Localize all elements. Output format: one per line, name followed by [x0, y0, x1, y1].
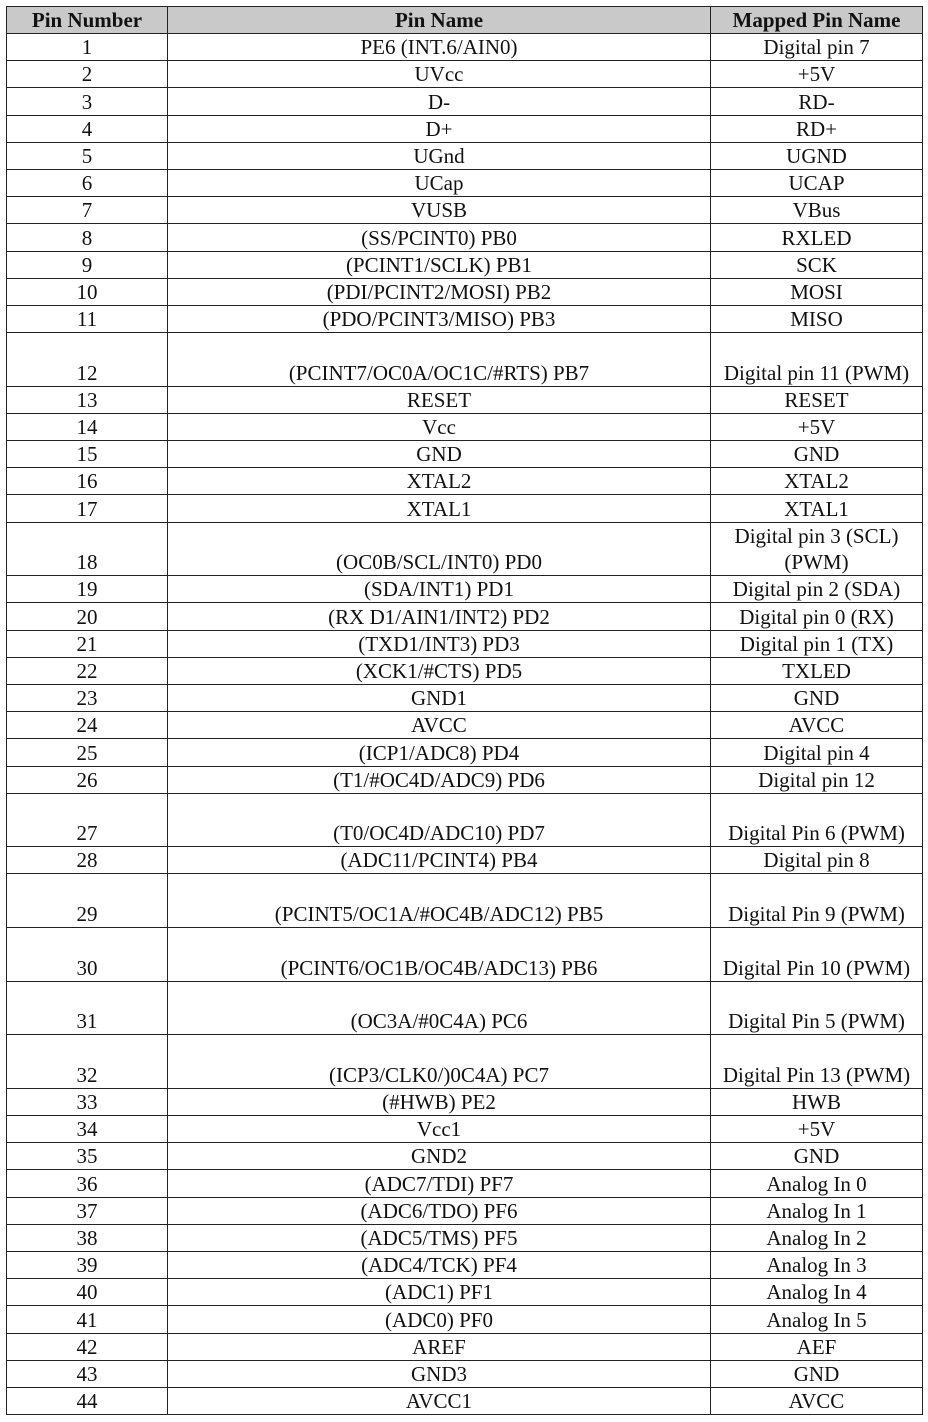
pin-name-cell: VUSB [168, 197, 711, 224]
pin-number-cell: 26 [7, 766, 168, 793]
pin-number-cell: 28 [7, 847, 168, 874]
pin-name-cell: GND [168, 441, 711, 468]
table-row [7, 386, 923, 413]
pin-name-cell: (T1/#OC4D/ADC9) PD6 [168, 766, 711, 793]
pin-number-cell: 12 [7, 333, 168, 387]
pin-number-cell: 31 [7, 981, 168, 1035]
mapped-pin-name-cell: Analog In 1 [711, 1197, 923, 1224]
table-row [7, 468, 923, 495]
mapped-pin-name-cell: MISO [711, 305, 923, 332]
mapped-pin-name-cell: Digital pin 3 (SCL)(PWM) [711, 522, 923, 576]
table-row [7, 413, 923, 440]
table-row [7, 847, 923, 874]
pin-number-cell: 43 [7, 1360, 168, 1387]
table-row [7, 305, 923, 332]
pin-name-cell: (PCINT5/OC1A/#OC4B/ADC12) PB5 [168, 874, 711, 928]
pin-name-cell: UVcc [168, 61, 711, 88]
table-row [7, 1306, 923, 1333]
pin-number-cell: 37 [7, 1197, 168, 1224]
pin-number-cell: 6 [7, 169, 168, 196]
table-row [7, 142, 923, 169]
pin-name-cell: (OC0B/SCL/INT0) PD0 [168, 522, 711, 576]
pin-number-cell: 21 [7, 630, 168, 657]
mapped-pin-name-cell: SCK [711, 251, 923, 278]
pin-name-cell: Vcc [168, 413, 711, 440]
mapped-pin-name-cell: AVCC [711, 1387, 923, 1414]
pin-name-cell: (PDO/PCINT3/MISO) PB3 [168, 305, 711, 332]
table-row [7, 1251, 923, 1278]
mapped-pin-name-cell: Digital pin 2 (SDA) [711, 576, 923, 603]
pin-number-cell: 25 [7, 739, 168, 766]
pin-number-cell: 22 [7, 657, 168, 684]
mapped-pin-name-cell: +5V [711, 413, 923, 440]
pin-number-cell: 5 [7, 142, 168, 169]
mapped-pin-name-cell: Digital Pin 10 (PWM) [711, 928, 923, 982]
table-row [7, 224, 923, 251]
pin-name-cell: (ADC5/TMS) PF5 [168, 1224, 711, 1251]
pin-number-cell: 20 [7, 603, 168, 630]
table-row [7, 1035, 923, 1089]
pin-name-cell: (ADC4/TCK) PF4 [168, 1251, 711, 1278]
header-row [7, 7, 923, 34]
table-row [7, 333, 923, 387]
pin-name-cell: (PDI/PCINT2/MOSI) PB2 [168, 278, 711, 305]
pin-name-cell: PE6 (INT.6/AIN0) [168, 34, 711, 61]
mapped-pin-name-cell: Digital pin 12 [711, 766, 923, 793]
mapped-pin-name-cell: Digital pin 7 [711, 34, 923, 61]
mapped-pin-name-cell: XTAL2 [711, 468, 923, 495]
pin-number-cell: 35 [7, 1143, 168, 1170]
pin-number-cell: 18 [7, 522, 168, 576]
pin-name-cell: GND2 [168, 1143, 711, 1170]
pin-name-cell: (SDA/INT1) PD1 [168, 576, 711, 603]
table-row [7, 522, 923, 576]
mapped-pin-name-cell: +5V [711, 61, 923, 88]
table-row [7, 278, 923, 305]
table-row [7, 603, 923, 630]
pin-name-cell: (PCINT6/OC1B/OC4B/ADC13) PB6 [168, 928, 711, 982]
pin-name-cell: (SS/PCINT0) PB0 [168, 224, 711, 251]
pin-number-cell: 16 [7, 468, 168, 495]
pin-name-cell: AREF [168, 1333, 711, 1360]
pin-name-cell: UCap [168, 169, 711, 196]
pin-number-cell: 23 [7, 684, 168, 711]
table-row [7, 576, 923, 603]
pin-name-cell: (TXD1/INT3) PD3 [168, 630, 711, 657]
mapped-pin-name-cell: XTAL1 [711, 495, 923, 522]
pin-name-cell: (ICP1/ADC8) PD4 [168, 739, 711, 766]
pin-number-cell: 40 [7, 1279, 168, 1306]
pin-number-cell: 14 [7, 413, 168, 440]
mapped-pin-name-cell: RD- [711, 88, 923, 115]
pin-name-cell: UGnd [168, 142, 711, 169]
mapped-pin-name-cell: Digital pin 11 (PWM) [711, 333, 923, 387]
table-header [7, 7, 923, 34]
table-row [7, 1360, 923, 1387]
pin-name-cell: (ADC0) PF0 [168, 1306, 711, 1333]
pin-name-cell: RESET [168, 386, 711, 413]
header-mapped-pin-name: Mapped Pin Name [711, 7, 923, 34]
mapped-pin-name-cell: RESET [711, 386, 923, 413]
pin-name-cell: GND1 [168, 684, 711, 711]
mapped-pin-name-cell: Analog In 4 [711, 1279, 923, 1306]
table-row [7, 766, 923, 793]
mapped-pin-name-cell: Digital pin 8 [711, 847, 923, 874]
mapped-pin-name-cell: GND [711, 684, 923, 711]
pin-number-cell: 8 [7, 224, 168, 251]
pin-name-cell: (ADC1) PF1 [168, 1279, 711, 1306]
table-row [7, 1224, 923, 1251]
pin-number-cell: 42 [7, 1333, 168, 1360]
mapped-pin-name-cell: UGND [711, 142, 923, 169]
table-row [7, 1333, 923, 1360]
pin-number-cell: 29 [7, 874, 168, 928]
table-row [7, 115, 923, 142]
pin-number-cell: 4 [7, 115, 168, 142]
table-row [7, 1116, 923, 1143]
table-row [7, 1387, 923, 1414]
pin-name-cell: (T0/OC4D/ADC10) PD7 [168, 793, 711, 847]
mapped-pin-name-cell: Digital pin 4 [711, 739, 923, 766]
pin-name-cell: (OC3A/#0C4A) PC6 [168, 981, 711, 1035]
pin-number-cell: 1 [7, 34, 168, 61]
pin-name-cell: (PCINT7/OC0A/OC1C/#RTS) PB7 [168, 333, 711, 387]
mapped-pin-name-cell: GND [711, 1360, 923, 1387]
mapped-pin-name-cell: VBus [711, 197, 923, 224]
pin-number-cell: 30 [7, 928, 168, 982]
mapped-pin-name-cell: Digital pin 1 (TX) [711, 630, 923, 657]
pin-number-cell: 34 [7, 1116, 168, 1143]
pin-number-cell: 3 [7, 88, 168, 115]
table-row [7, 1088, 923, 1115]
mapped-pin-name-cell: RD+ [711, 115, 923, 142]
mapped-pin-name-cell: GND [711, 441, 923, 468]
table-row [7, 441, 923, 468]
pin-name-cell: (ICP3/CLK0/)0C4A) PC7 [168, 1035, 711, 1089]
pin-name-cell: AVCC1 [168, 1387, 711, 1414]
pin-number-cell: 36 [7, 1170, 168, 1197]
table-row [7, 1143, 923, 1170]
pin-number-cell: 11 [7, 305, 168, 332]
pin-name-cell: D- [168, 88, 711, 115]
mapped-pin-name-cell: Digital Pin 5 (PWM) [711, 981, 923, 1035]
table-row [7, 928, 923, 982]
pin-name-cell: XTAL2 [168, 468, 711, 495]
table-row [7, 739, 923, 766]
mapped-pin-name-cell: HWB [711, 1088, 923, 1115]
table-row [7, 169, 923, 196]
table-row [7, 1197, 923, 1224]
header-pin-number: Pin Number [7, 7, 168, 34]
table-row [7, 981, 923, 1035]
pin-number-cell: 17 [7, 495, 168, 522]
pin-number-cell: 10 [7, 278, 168, 305]
mapped-pin-name-cell: Digital Pin 9 (PWM) [711, 874, 923, 928]
table-body [7, 34, 923, 1415]
table-row [7, 630, 923, 657]
pin-name-cell: Vcc1 [168, 1116, 711, 1143]
table-row [7, 874, 923, 928]
pin-number-cell: 24 [7, 712, 168, 739]
pin-number-cell: 33 [7, 1088, 168, 1115]
table-row [7, 34, 923, 61]
pin-number-cell: 38 [7, 1224, 168, 1251]
table-row [7, 88, 923, 115]
mapped-pin-name-cell: Analog In 3 [711, 1251, 923, 1278]
header-pin-name: Pin Name [168, 7, 711, 34]
table-row [7, 657, 923, 684]
pin-name-cell: (ADC7/TDI) PF7 [168, 1170, 711, 1197]
table-row [7, 251, 923, 278]
table-row [7, 793, 923, 847]
table-row [7, 1279, 923, 1306]
mapped-pin-name-cell: TXLED [711, 657, 923, 684]
pin-number-cell: 19 [7, 576, 168, 603]
pin-name-cell: (#HWB) PE2 [168, 1088, 711, 1115]
pin-name-cell: (RX D1/AIN1/INT2) PD2 [168, 603, 711, 630]
pin-name-cell: (ADC6/TDO) PF6 [168, 1197, 711, 1224]
table-row [7, 61, 923, 88]
mapped-pin-name-cell: Digital Pin 13 (PWM) [711, 1035, 923, 1089]
mapped-pin-name-cell: MOSI [711, 278, 923, 305]
table-row [7, 197, 923, 224]
table-row [7, 712, 923, 739]
pin-name-cell: (XCK1/#CTS) PD5 [168, 657, 711, 684]
pin-number-cell: 13 [7, 386, 168, 413]
mapped-pin-name-cell: Digital pin 0 (RX) [711, 603, 923, 630]
table-row [7, 684, 923, 711]
pin-name-cell: XTAL1 [168, 495, 711, 522]
mapped-pin-name-cell: Analog In 5 [711, 1306, 923, 1333]
mapped-pin-name-cell: Analog In 2 [711, 1224, 923, 1251]
mapped-pin-name-cell: Analog In 0 [711, 1170, 923, 1197]
pin-name-cell: (PCINT1/SCLK) PB1 [168, 251, 711, 278]
pin-name-cell: (ADC11/PCINT4) PB4 [168, 847, 711, 874]
table-row [7, 1170, 923, 1197]
pin-number-cell: 44 [7, 1387, 168, 1414]
pin-number-cell: 32 [7, 1035, 168, 1089]
pin-number-cell: 41 [7, 1306, 168, 1333]
mapped-pin-name-cell: GND [711, 1143, 923, 1170]
pin-number-cell: 9 [7, 251, 168, 278]
mapped-pin-name-cell: AEF [711, 1333, 923, 1360]
mapped-pin-name-cell: RXLED [711, 224, 923, 251]
pin-name-cell: AVCC [168, 712, 711, 739]
mapped-pin-name-cell: AVCC [711, 712, 923, 739]
pin-number-cell: 7 [7, 197, 168, 224]
pin-name-cell: D+ [168, 115, 711, 142]
table-row [7, 495, 923, 522]
pin-number-cell: 39 [7, 1251, 168, 1278]
pin-name-cell: GND3 [168, 1360, 711, 1387]
mapped-pin-name-cell: Digital Pin 6 (PWM) [711, 793, 923, 847]
mapped-pin-name-cell: UCAP [711, 169, 923, 196]
pin-number-cell: 2 [7, 61, 168, 88]
pin-number-cell: 27 [7, 793, 168, 847]
pin-mapping-table [6, 6, 923, 1415]
pin-number-cell: 15 [7, 441, 168, 468]
mapped-pin-name-cell: +5V [711, 1116, 923, 1143]
